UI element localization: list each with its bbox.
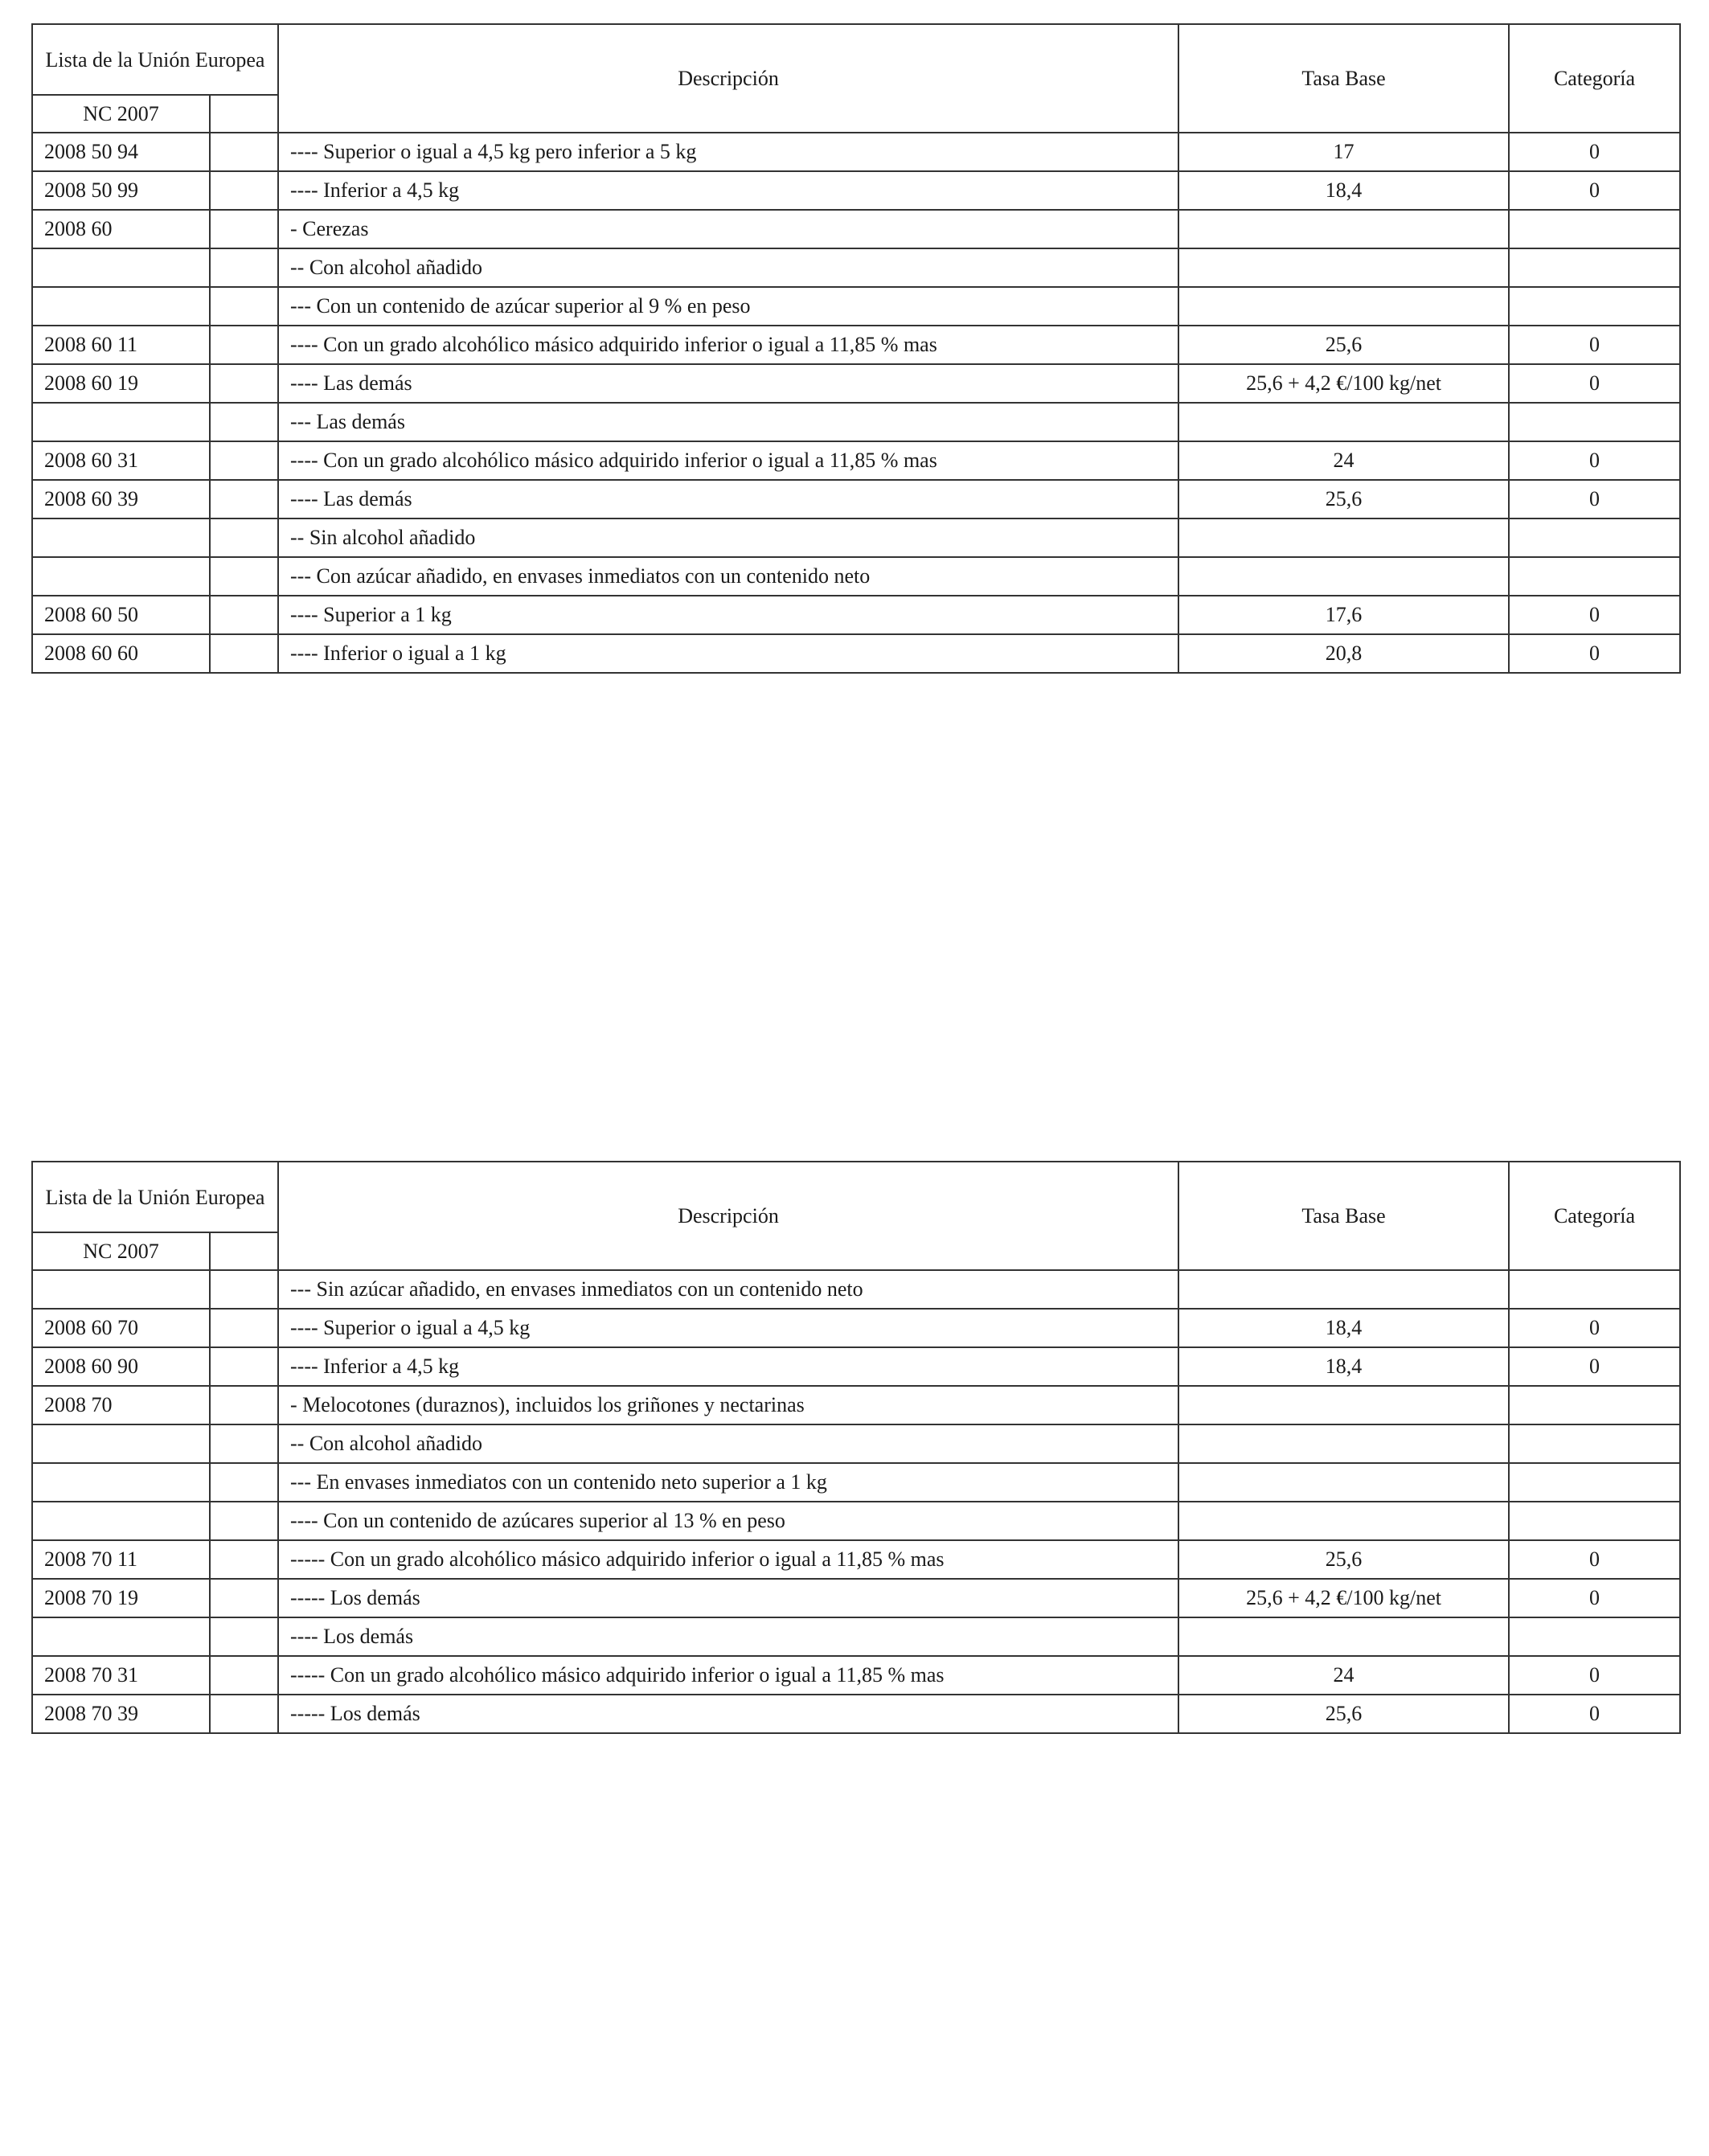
- category-cell: [1509, 210, 1680, 248]
- category-cell: [1509, 1502, 1680, 1540]
- category-cell: 0: [1509, 634, 1680, 673]
- table-body: [32, 1270, 1680, 1733]
- category-cell: 0: [1509, 1347, 1680, 1386]
- category-cell: [1509, 287, 1680, 326]
- table-row: [32, 441, 1680, 480]
- nc-code-cell: 2008 60: [32, 210, 210, 248]
- table-row: [32, 210, 1680, 248]
- category-cell: 0: [1509, 171, 1680, 210]
- description-cell: --- Con azúcar añadido, en envases inmediatos con un contenido neto: [278, 557, 1178, 596]
- base-rate-cell: 25,6 + 4,2 €/100 kg/net: [1178, 364, 1509, 403]
- table-row: [32, 1386, 1680, 1424]
- blank-cell: [210, 364, 278, 403]
- category-cell: 0: [1509, 480, 1680, 519]
- base-rate-cell: 25,6 + 4,2 €/100 kg/net: [1178, 1579, 1509, 1617]
- blank-cell: [210, 480, 278, 519]
- base-rate-cell: 25,6: [1178, 326, 1509, 364]
- nc-code-cell: 2008 60 90: [32, 1347, 210, 1386]
- nc-code-cell: 2008 60 70: [32, 1309, 210, 1347]
- table-row: [32, 557, 1680, 596]
- base-rate-cell: [1178, 248, 1509, 287]
- category-cell: 0: [1509, 596, 1680, 634]
- base-rate-cell: 18,4: [1178, 171, 1509, 210]
- category-cell: [1509, 1270, 1680, 1309]
- nc-code-cell: [32, 248, 210, 287]
- table-row: [32, 287, 1680, 326]
- description-cell: ----- Con un grado alcohólico másico adquirido inferior o igual a 11,85 % mas: [278, 1656, 1178, 1695]
- blank-cell: [210, 519, 278, 557]
- blank-cell: [210, 1579, 278, 1617]
- base-rate-cell: 18,4: [1178, 1309, 1509, 1347]
- description-cell: ----- Con un grado alcohólico másico adquirido inferior o igual a 11,85 % mas: [278, 1540, 1178, 1579]
- description-cell: -- Con alcohol añadido: [278, 1424, 1178, 1463]
- base-rate-cell: [1178, 1463, 1509, 1502]
- description-cell: - Cerezas: [278, 210, 1178, 248]
- nc-code-cell: 2008 70 11: [32, 1540, 210, 1579]
- table-row: [32, 1656, 1680, 1695]
- nc-code-cell: 2008 50 99: [32, 171, 210, 210]
- base-rate-cell: 24: [1178, 1656, 1509, 1695]
- category-cell: 0: [1509, 1695, 1680, 1733]
- table-row: [32, 326, 1680, 364]
- category-cell: 0: [1509, 364, 1680, 403]
- blank-cell: [210, 1386, 278, 1424]
- blank-cell: [210, 171, 278, 210]
- table-row: [32, 1579, 1680, 1617]
- tariff-table: [31, 1161, 1681, 1734]
- base-rate-cell: 17: [1178, 133, 1509, 171]
- category-header: Categoría: [1509, 24, 1680, 133]
- nc-code-cell: 2008 70: [32, 1386, 210, 1424]
- description-cell: ---- Superior o igual a 4,5 kg: [278, 1309, 1178, 1347]
- table-row: [32, 364, 1680, 403]
- description-cell: --- Con un contenido de azúcar superior al 9 % en peso: [278, 287, 1178, 326]
- table-row: [32, 519, 1680, 557]
- description-header: Descripción: [278, 24, 1178, 133]
- description-cell: ---- Inferior a 4,5 kg: [278, 1347, 1178, 1386]
- description-cell: -- Sin alcohol añadido: [278, 519, 1178, 557]
- description-cell: ---- Con un contenido de azúcares superior al 13 % en peso: [278, 1502, 1178, 1540]
- description-cell: ---- Inferior a 4,5 kg: [278, 171, 1178, 210]
- base-rate-cell: [1178, 519, 1509, 557]
- blank-cell: [210, 210, 278, 248]
- table-row: [32, 1463, 1680, 1502]
- blank-cell: [210, 326, 278, 364]
- nc-code-cell: 2008 60 60: [32, 634, 210, 673]
- description-header: Descripción: [278, 1162, 1178, 1270]
- description-cell: -- Con alcohol añadido: [278, 248, 1178, 287]
- nc-code-cell: [32, 1617, 210, 1656]
- nc-code-cell: [32, 1424, 210, 1463]
- table-row: [32, 634, 1680, 673]
- eu-list-header: Lista de la Unión Europea: [32, 1162, 278, 1232]
- table-row: [32, 171, 1680, 210]
- table-header: [32, 1162, 1680, 1270]
- blank-cell: [210, 1347, 278, 1386]
- description-cell: --- Sin azúcar añadido, en envases inmediatos con un contenido neto: [278, 1270, 1178, 1309]
- blank-cell: [210, 287, 278, 326]
- nc-code-cell: 2008 60 19: [32, 364, 210, 403]
- table-row: [32, 1502, 1680, 1540]
- nc-code-cell: [32, 1502, 210, 1540]
- description-cell: ---- Superior o igual a 4,5 kg pero inferior a 5 kg: [278, 133, 1178, 171]
- table-row: [32, 133, 1680, 171]
- eu-list-header: Lista de la Unión Europea: [32, 24, 278, 95]
- blank-cell: [210, 1309, 278, 1347]
- nc-2007-header: NC 2007: [32, 1232, 210, 1270]
- table-row: [32, 1309, 1680, 1347]
- nc-code-cell: 2008 70 31: [32, 1656, 210, 1695]
- base-rate-cell: 24: [1178, 441, 1509, 480]
- description-cell: - Melocotones (duraznos), incluidos los griñones y nectarinas: [278, 1386, 1178, 1424]
- base-rate-cell: [1178, 1617, 1509, 1656]
- category-cell: [1509, 403, 1680, 441]
- blank-cell: [210, 1695, 278, 1733]
- category-cell: [1509, 1386, 1680, 1424]
- base-rate-cell: [1178, 210, 1509, 248]
- base-rate-cell: 18,4: [1178, 1347, 1509, 1386]
- base-rate-cell: [1178, 1270, 1509, 1309]
- base-rate-cell: 25,6: [1178, 1540, 1509, 1579]
- nc-code-cell: [32, 1463, 210, 1502]
- category-cell: 0: [1509, 1309, 1680, 1347]
- base-rate-header: Tasa Base: [1178, 24, 1509, 133]
- blank-cell: [210, 403, 278, 441]
- category-cell: 0: [1509, 326, 1680, 364]
- blank-cell: [210, 1617, 278, 1656]
- description-cell: ----- Los demás: [278, 1579, 1178, 1617]
- category-cell: [1509, 1424, 1680, 1463]
- nc-code-cell: [32, 557, 210, 596]
- description-cell: ---- Las demás: [278, 364, 1178, 403]
- table-row: [32, 1270, 1680, 1309]
- table-row: [32, 1540, 1680, 1579]
- table-row: [32, 1695, 1680, 1733]
- nc-code-cell: [32, 1270, 210, 1309]
- table-row: [32, 480, 1680, 519]
- base-rate-cell: [1178, 557, 1509, 596]
- blank-cell: [210, 1424, 278, 1463]
- description-cell: ---- Superior a 1 kg: [278, 596, 1178, 634]
- table-row: [32, 1347, 1680, 1386]
- base-rate-header: Tasa Base: [1178, 1162, 1509, 1270]
- description-cell: ---- Con un grado alcohólico másico adquirido inferior o igual a 11,85 % mas: [278, 441, 1178, 480]
- blank-cell: [210, 1463, 278, 1502]
- nc-code-cell: 2008 60 31: [32, 441, 210, 480]
- base-rate-cell: [1178, 403, 1509, 441]
- blank-header-cell: [210, 95, 278, 133]
- base-rate-cell: [1178, 1386, 1509, 1424]
- category-cell: 0: [1509, 441, 1680, 480]
- table-row: [32, 596, 1680, 634]
- base-rate-cell: 20,8: [1178, 634, 1509, 673]
- blank-cell: [210, 1270, 278, 1309]
- nc-code-cell: 2008 50 94: [32, 133, 210, 171]
- description-cell: --- En envases inmediatos con un contenido neto superior a 1 kg: [278, 1463, 1178, 1502]
- blank-cell: [210, 441, 278, 480]
- blank-cell: [210, 133, 278, 171]
- blank-cell: [210, 1540, 278, 1579]
- description-cell: ----- Los demás: [278, 1695, 1178, 1733]
- nc-code-cell: 2008 60 11: [32, 326, 210, 364]
- table-row: [32, 1617, 1680, 1656]
- category-cell: [1509, 557, 1680, 596]
- description-cell: ---- Con un grado alcohólico másico adquirido inferior o igual a 11,85 % mas: [278, 326, 1178, 364]
- blank-cell: [210, 1656, 278, 1695]
- nc-code-cell: [32, 403, 210, 441]
- category-cell: [1509, 248, 1680, 287]
- table-body: [32, 133, 1680, 673]
- nc-code-cell: [32, 519, 210, 557]
- blank-cell: [210, 634, 278, 673]
- blank-cell: [210, 248, 278, 287]
- blank-cell: [210, 596, 278, 634]
- table-row: [32, 248, 1680, 287]
- tariff-table: [31, 23, 1681, 674]
- nc-code-cell: 2008 60 39: [32, 480, 210, 519]
- nc-code-cell: [32, 287, 210, 326]
- category-cell: [1509, 1617, 1680, 1656]
- base-rate-cell: [1178, 1502, 1509, 1540]
- category-cell: 0: [1509, 1579, 1680, 1617]
- base-rate-cell: [1178, 1424, 1509, 1463]
- nc-2007-header: NC 2007: [32, 95, 210, 133]
- table-row: [32, 403, 1680, 441]
- blank-cell: [210, 1502, 278, 1540]
- base-rate-cell: [1178, 287, 1509, 326]
- base-rate-cell: 25,6: [1178, 480, 1509, 519]
- nc-code-cell: 2008 60 50: [32, 596, 210, 634]
- category-cell: 0: [1509, 133, 1680, 171]
- blank-header-cell: [210, 1232, 278, 1270]
- table-row: [32, 1424, 1680, 1463]
- description-cell: ---- Los demás: [278, 1617, 1178, 1656]
- blank-cell: [210, 557, 278, 596]
- nc-code-cell: 2008 70 19: [32, 1579, 210, 1617]
- nc-code-cell: 2008 70 39: [32, 1695, 210, 1733]
- base-rate-cell: 25,6: [1178, 1695, 1509, 1733]
- category-cell: 0: [1509, 1540, 1680, 1579]
- description-cell: ---- Inferior o igual a 1 kg: [278, 634, 1178, 673]
- description-cell: --- Las demás: [278, 403, 1178, 441]
- base-rate-cell: 17,6: [1178, 596, 1509, 634]
- category-cell: [1509, 1463, 1680, 1502]
- category-cell: 0: [1509, 1656, 1680, 1695]
- description-cell: ---- Las demás: [278, 480, 1178, 519]
- table-header: [32, 24, 1680, 133]
- category-cell: [1509, 519, 1680, 557]
- category-header: Categoría: [1509, 1162, 1680, 1270]
